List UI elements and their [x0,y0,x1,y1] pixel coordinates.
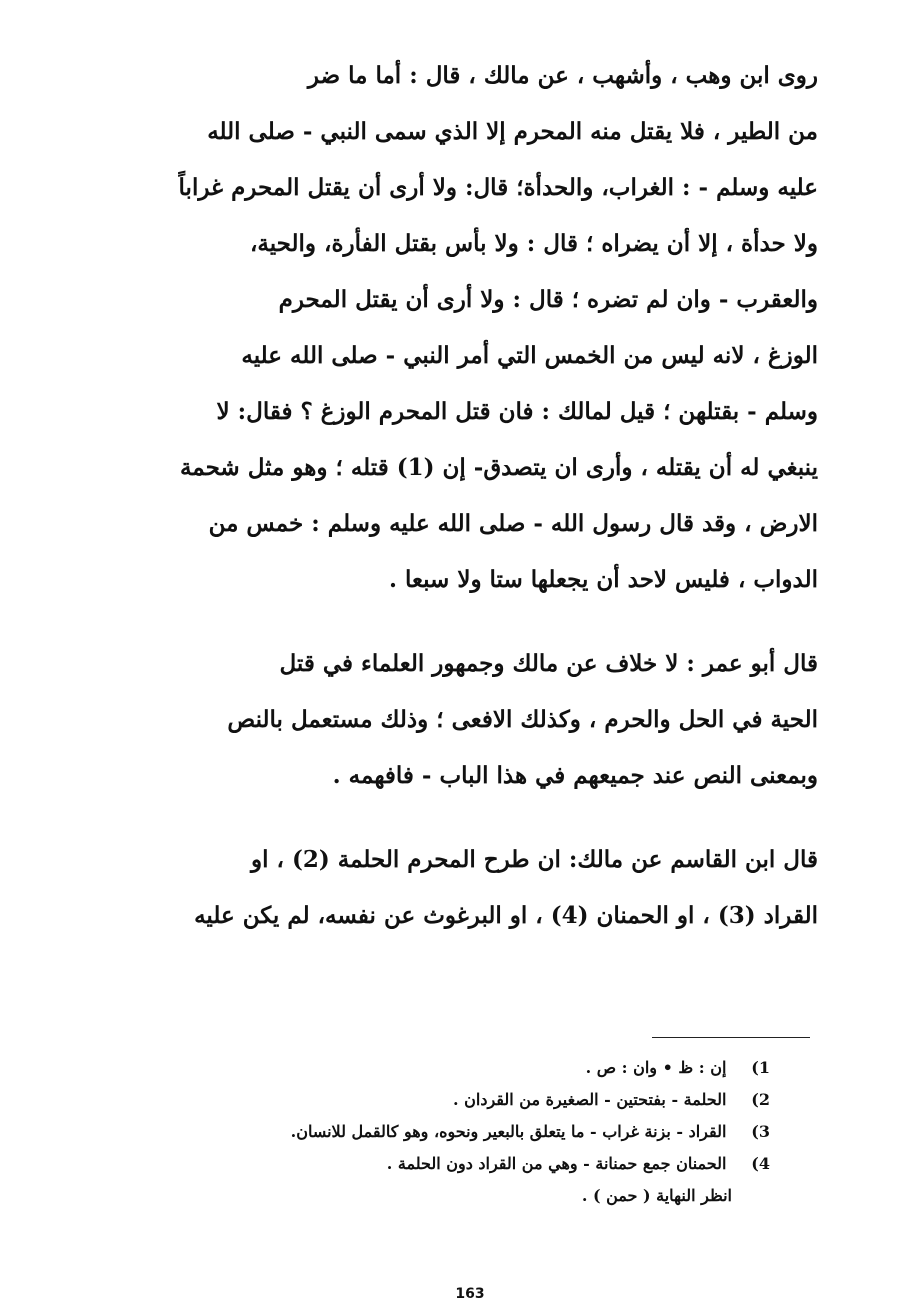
paragraph-gap [118,608,818,636]
text-line: روى ابن وهب ، وأشهب ، عن مالك ، قال : أما ما ضر [307,62,818,89]
footnote-item [150,1084,770,1116]
text-line: قال أبو عمر : لا خلاف عن مالك وجمهور العلماء في قتل [279,650,818,677]
text-line: القراد (3) ، او الحمنان (4) ، او البرغوث عن نفسه، لم يكن عليه [194,902,818,929]
text-line: الحية في الحل والحرم ، وكذلك الافعى ؛ وذلك مستعمل بالنص [227,706,818,733]
footnote-number: 3) [751,1122,770,1141]
text-line: والعقرب - وان لم تضره ؛ قال : ولا أرى أن يقتل المحرم [278,286,818,313]
text-line: قال ابن القاسم عن مالك: ان طرح المحرم الحلمة (2) ، او [251,846,818,873]
footnote-text: الحلمة - بفتحتين - الصغيرة من القردان . [453,1090,727,1109]
footnote-item [150,1116,770,1148]
footnote-item [150,1052,770,1084]
footnote-text: إن : ظ • وان : ص . [585,1058,727,1077]
text-line: ولا حدأة ، إلا أن يضراه ؛ قال : ولا بأس بقتل الفأرة، والحية، [249,230,818,257]
footnote-text: الحمنان جمع حمنانة - وهي من القراد دون الحلمة . [386,1154,727,1173]
text-line: عليه وسلم - : الغراب، والحدأة؛ قال: ولا أرى أن يقتل المحرم غراباً [178,174,818,201]
footnote-number: 4) [751,1154,770,1173]
footnote-separator [652,1037,810,1038]
text-line: الدواب ، فليس لاحد أن يجعلها ستا ولا سبعا . [388,566,818,593]
main-text [118,48,818,944]
footnote-text: القراد - بزنة غراب - ما يتعلق بالبعير ونحوه، وهو كالقمل للانسان. [290,1122,727,1141]
text-line: ينبغي له أن يقتله ، وأرى ان يتصدق- إن (1) قتله ؛ وهو مثل شحمة [179,454,818,481]
text-line: من الطير ، فلا يقتل منه المحرم إلا الذي سمى النبي - صلى الله [207,118,818,145]
footnote-item [150,1148,770,1180]
footnote-number: 2) [751,1090,770,1109]
page-number: 163 [455,1286,485,1302]
text-line: وسلم - بقتلهن ؛ قيل لمالك : فان قتل المحرم الوزغ ؟ فقال: لا [216,398,818,425]
paragraph-gap [118,804,818,832]
text-line: الوزغ ، لانه ليس من الخمس التي أمر النبي - صلى الله عليه [241,342,818,369]
text-line: الارض ، وقد قال رسول الله - صلى الله عليه وسلم : خمس من [208,510,818,537]
footnote-continuation: انظر النهاية ( حمن ) . [581,1186,732,1205]
text-line: وبمعنى النص عند جميعهم في هذا الباب - فافهمه . [332,762,818,789]
footnotes [150,1052,770,1212]
footnote-number: 1) [751,1058,770,1077]
